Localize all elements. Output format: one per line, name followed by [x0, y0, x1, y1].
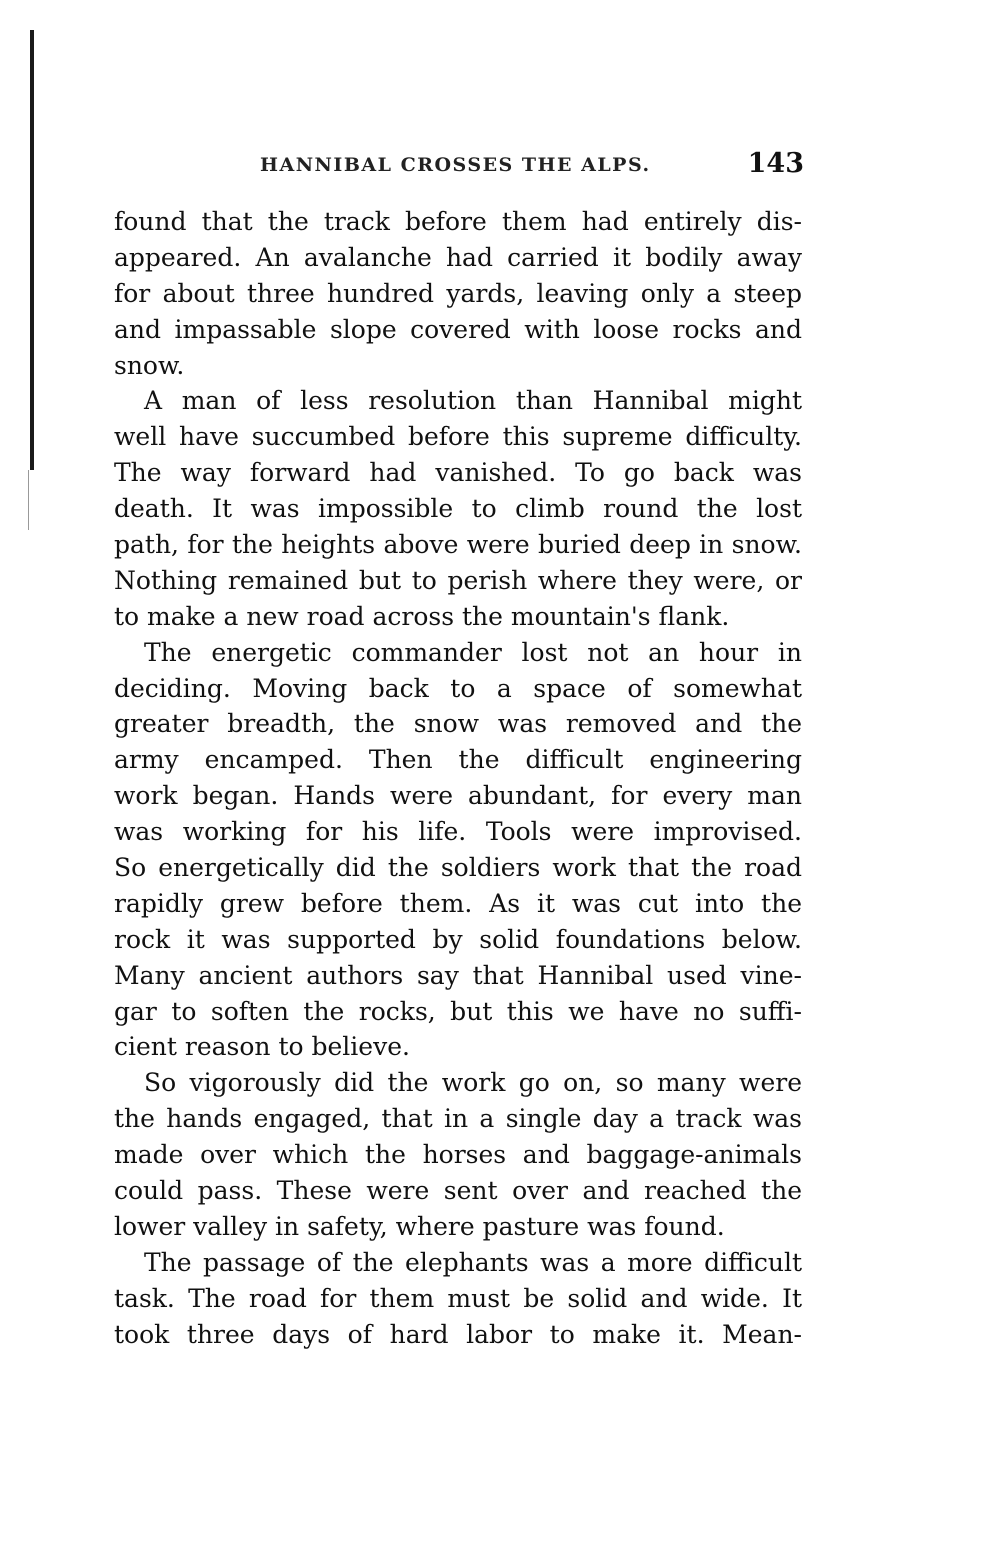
text-line: the hands engaged, that in a single day a track was	[114, 1104, 802, 1134]
text-line: made over which the horses and baggage-animals	[114, 1140, 802, 1170]
text-line: A man of less resolution than Hannibal might	[144, 386, 802, 416]
text-line: was working for his life. Tools were improvised.	[114, 817, 802, 847]
text-line: rock it was supported by solid foundations below.	[114, 924, 802, 954]
text-line: task. The road for them must be solid and wide. It	[114, 1283, 802, 1313]
text-line: death. It was impossible to climb round the lost	[114, 494, 802, 524]
text-line: army encamped. Then the difficult engineering	[114, 745, 802, 775]
text-line: for about three hundred yards, leaving only a steep	[114, 278, 802, 308]
body-text	[114, 204, 802, 1353]
text-line: greater breadth, the snow was removed and the	[114, 709, 802, 739]
text-line: So vigorously did the work go on, so many were	[144, 1068, 802, 1098]
text-line: Nothing remained but to perish where they were, or	[114, 565, 802, 595]
text-line: to make a new road across the mountain's flank.	[114, 601, 730, 631]
text-line: path, for the heights above were buried deep in snow.	[114, 530, 802, 560]
paragraph-3	[114, 635, 802, 1066]
text-line: well have succumbed before this supreme difficulty.	[114, 422, 802, 452]
text-line: snow.	[114, 350, 185, 380]
text-line: could pass. These were sent over and reached the	[114, 1176, 802, 1206]
text-line: found that the track before them had entirely dis-	[114, 207, 802, 236]
text-line: So energetically did the soldiers work that the road	[114, 853, 802, 883]
text-line: rapidly grew before them. As it was cut into the	[114, 888, 802, 918]
text-line: took three days of hard labor to make it. Mean-	[114, 1319, 802, 1349]
text-line: work began. Hands were abundant, for every man	[114, 781, 802, 811]
text-line: lower valley in safety, where pasture was found.	[114, 1211, 725, 1241]
paragraph-2	[114, 383, 802, 634]
paragraph-1	[114, 204, 802, 383]
page-binding-shadow	[28, 470, 29, 530]
text-line: The passage of the elephants was a more difficult	[144, 1247, 802, 1277]
page-binding-edge	[30, 30, 34, 470]
page-number: 143	[747, 148, 804, 179]
text-line: and impassable slope covered with loose rocks and	[114, 314, 802, 344]
text-line: gar to soften the rocks, but this we have no suffi-	[114, 996, 802, 1026]
paragraph-5	[114, 1245, 802, 1353]
text-line: deciding. Moving back to a space of somewhat	[114, 673, 802, 703]
text-line: The energetic commander lost not an hour in	[144, 637, 802, 667]
paragraph-4	[114, 1065, 802, 1244]
running-head	[114, 148, 804, 184]
text-line: The way forward had vanished. To go back was	[114, 458, 802, 488]
running-title: HANNIBAL CROSSES THE ALPS.	[260, 154, 651, 176]
text-line: Many ancient authors say that Hannibal used vine-	[114, 960, 802, 990]
text-line: appeared. An avalanche had carried it bodily away	[114, 242, 802, 272]
text-line: cient reason to believe.	[114, 1032, 410, 1062]
